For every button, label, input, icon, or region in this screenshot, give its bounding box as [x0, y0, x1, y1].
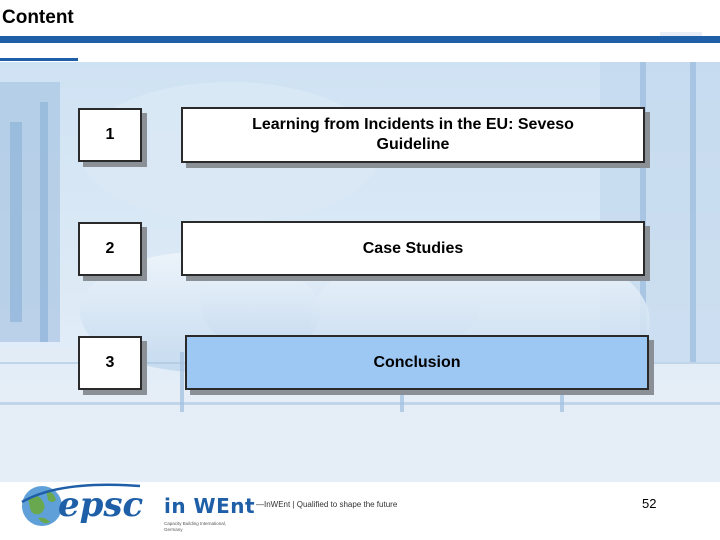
- agenda-item-label: Conclusion: [373, 353, 461, 371]
- agenda-item-2[interactable]: [181, 221, 645, 276]
- agenda-number-label: 1: [105, 126, 115, 143]
- agenda-number-2: [78, 222, 142, 276]
- invent-logo: [164, 494, 255, 518]
- agenda-number-1: [78, 108, 142, 162]
- epsc-logo: [20, 472, 170, 536]
- agenda-number-label: 2: [105, 240, 115, 257]
- invent-logo-text: in WEnt: [164, 494, 256, 518]
- header-corner-decoration: [660, 32, 702, 36]
- page-number: 52: [642, 496, 657, 511]
- agenda-number-3: [78, 336, 142, 390]
- header-bar: [0, 36, 720, 43]
- agenda-item-label: Case Studies: [362, 239, 464, 257]
- header-accent-line: [0, 58, 78, 61]
- agenda-item-1[interactable]: [181, 107, 645, 163]
- footer-tagline: —InWEnt | Qualified to shape the future: [256, 500, 398, 509]
- agenda-item-label: Learning from Incidents in the EU: Seveso Guideline: [252, 116, 574, 153]
- epsc-logo-text: epsc: [58, 485, 144, 525]
- invent-subtitle: Capacity Building International, Germany: [164, 521, 227, 532]
- agenda-number-label: 3: [105, 354, 115, 371]
- agenda-item-3-active[interactable]: [185, 335, 649, 390]
- page-title: Content: [2, 7, 74, 28]
